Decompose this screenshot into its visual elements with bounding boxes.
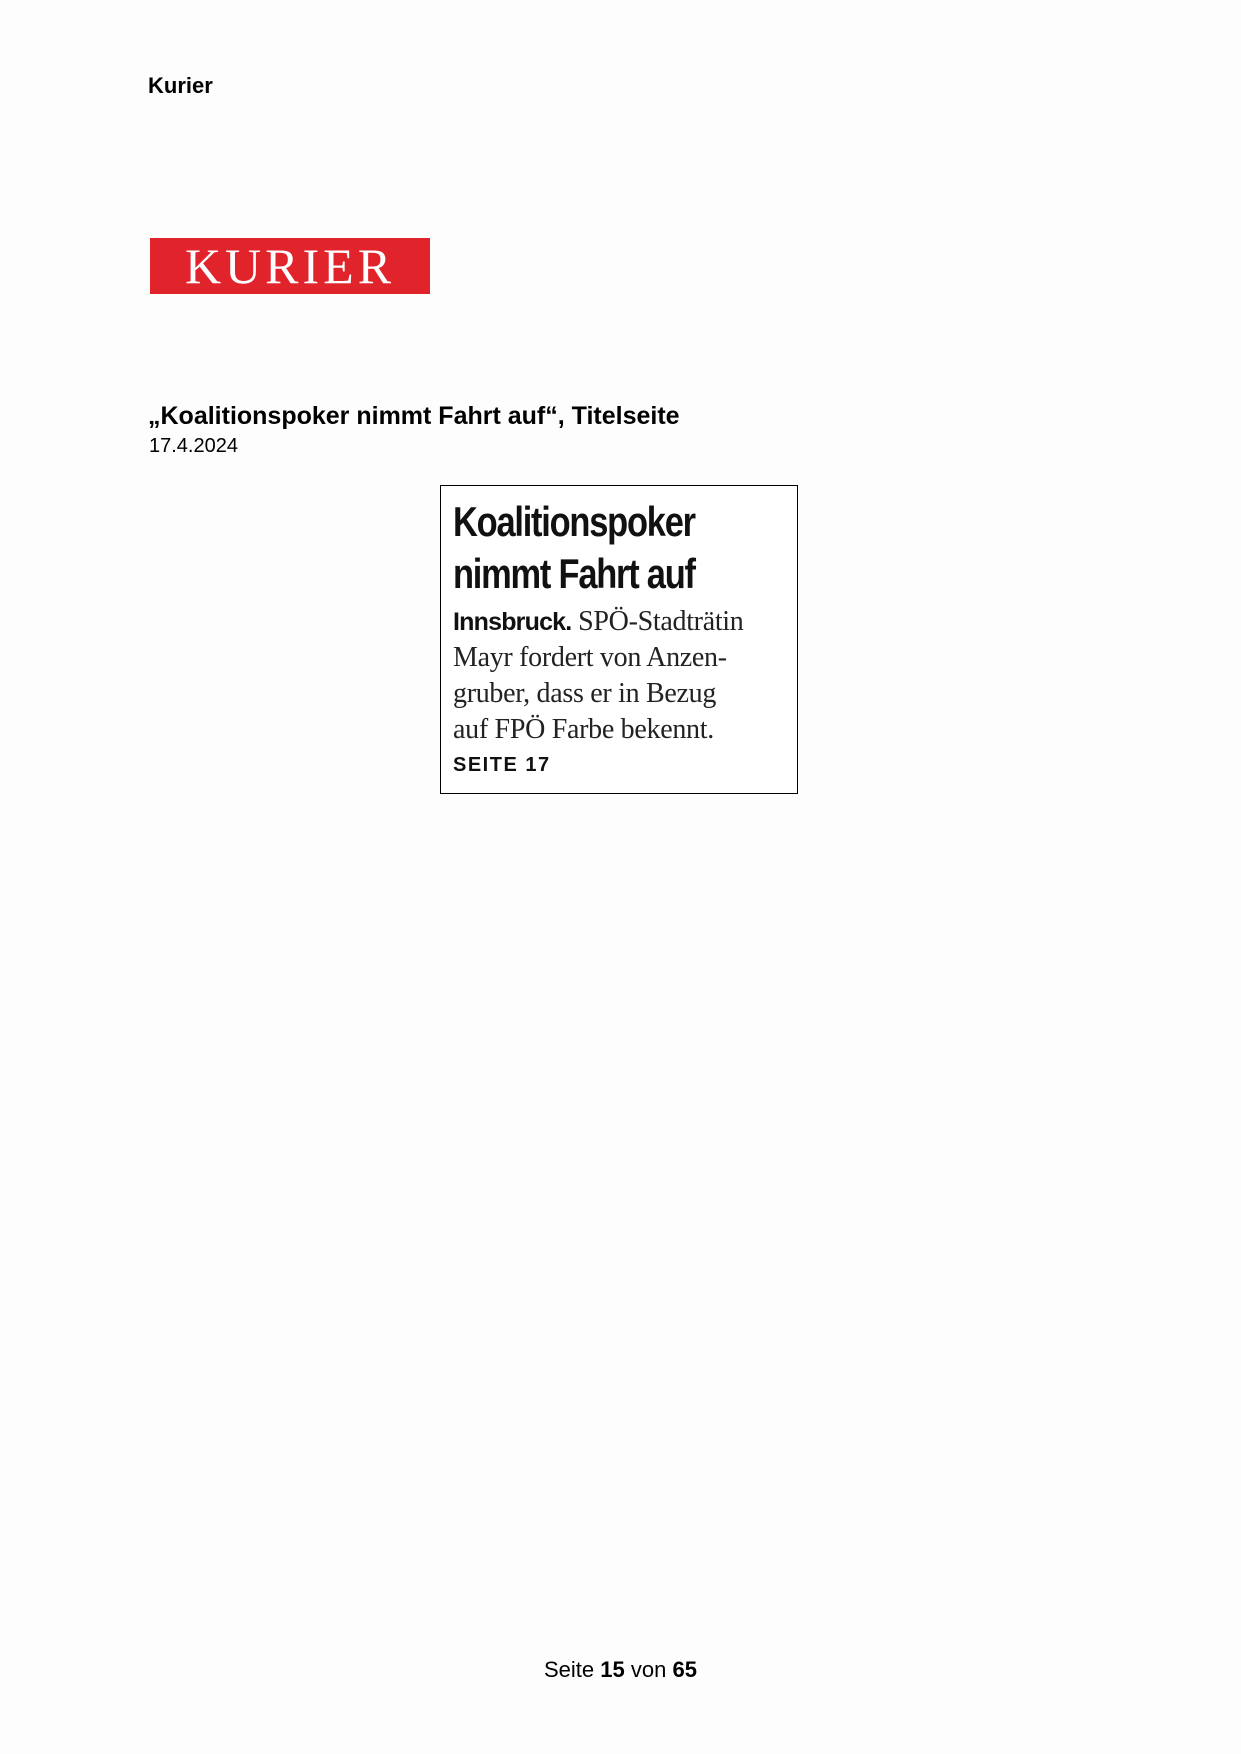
newspaper-clipping: [440, 485, 798, 794]
clipping-body-text: SPÖ-Stadträtin: [571, 606, 744, 637]
clipping-headline: [453, 496, 797, 600]
footer-prefix: Seite: [544, 1657, 595, 1682]
clipping-body-line: Mayr fordert von Anzen-: [453, 642, 727, 673]
clipping-headline-line: Koalitionspoker: [453, 498, 695, 545]
clipping-body-line: [453, 604, 785, 640]
article-date: 17.4.2024: [149, 435, 238, 457]
page-footer: [0, 1656, 1241, 1684]
clipping-page-reference: SEITE 17: [453, 754, 551, 776]
clipping-body: [453, 604, 785, 748]
clipping-headline-line: nimmt Fahrt auf: [453, 550, 695, 597]
footer-total-pages: 65: [672, 1657, 697, 1682]
clipping-body-line: gruber, dass er in Bezug: [453, 678, 717, 709]
footer-separator: von: [630, 1657, 667, 1682]
clipping-body-line: auf FPÖ Farbe bekennt.: [453, 714, 714, 745]
footer-current-page: 15: [600, 1657, 625, 1682]
kurier-logo: KURIER: [150, 238, 430, 294]
clipping-lead: Innsbruck.: [453, 608, 572, 636]
source-label: Kurier: [148, 73, 213, 98]
article-title: „Koalitionspoker nimmt Fahrt auf“, Titelseite: [148, 402, 680, 430]
